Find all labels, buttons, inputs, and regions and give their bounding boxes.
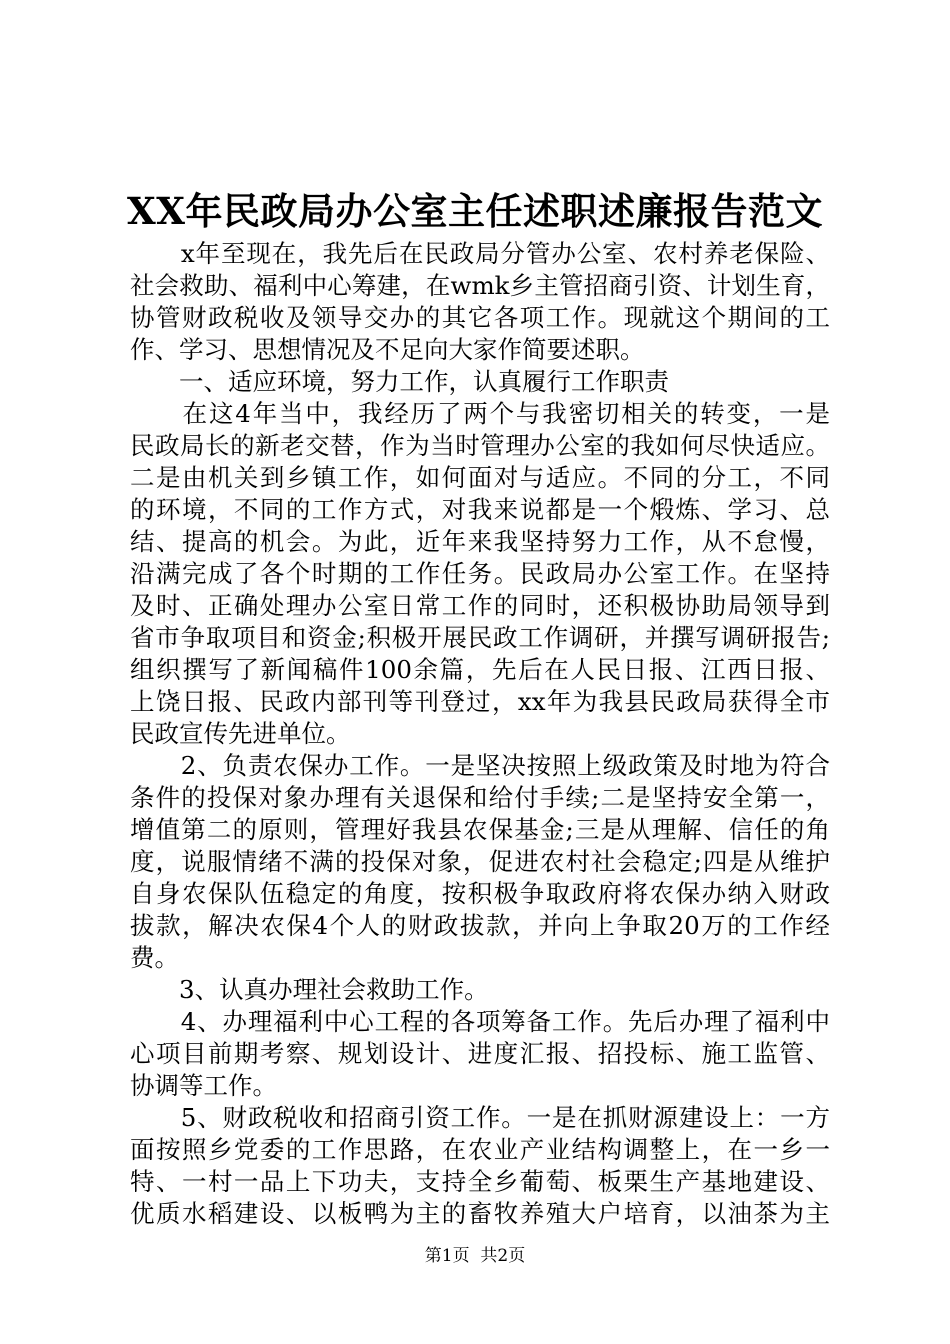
- body-line: 结、提高的机会。为此，近年来我坚持努力工作，从不怠慢，: [130, 527, 830, 556]
- body-line: 二是由机关到乡镇工作，如何面对与适应。不同的分工，不同: [130, 463, 830, 492]
- body-line: 的环境，不同的工作方式，对我来说都是一个煅炼、学习、总: [130, 495, 830, 524]
- document-body: [130, 238, 830, 1230]
- body-line: 条件的投保对象办理有关退保和给付手续;二是坚持安全第一，: [130, 783, 830, 812]
- body-line: 优质水稻建设、以板鸭为主的畜牧养殖大户培育，以油茶为主: [130, 1199, 830, 1228]
- page-indicator: 第1页 共2页: [424, 1246, 526, 1266]
- body-line: 增值第二的原则，管理好我县农保基金;三是从理解、信任的角: [130, 815, 830, 844]
- body-line: 心项目前期考察、规划设计、进度汇报、招投标、施工监管、: [130, 1039, 830, 1068]
- body-line: 5、财政税收和招商引资工作。一是在抓财源建设上：一方: [130, 1103, 830, 1132]
- body-line: 作、学习、思想情况及不足向大家作简要述职。: [130, 335, 645, 364]
- body-line: 2、负责农保办工作。一是坚决按照上级政策及时地为符合: [130, 751, 830, 780]
- body-line: 一、适应环境，努力工作，认真履行工作职责: [130, 367, 669, 396]
- body-line: 及时、正确处理办公室日常工作的同时，还积极协助局领导到: [130, 591, 830, 620]
- body-line: 组织撰写了新闻稿件100余篇，先后在人民日报、江西日报、: [130, 655, 830, 684]
- body-line: 面按照乡党委的工作思路，在农业产业结构调整上，在一乡一: [130, 1135, 830, 1164]
- document-title: XX年民政局办公室主任述职述廉报告范文: [127, 189, 823, 233]
- body-line: 社会救助、福利中心筹建，在wmk乡主管招商引资、计划生育，: [130, 271, 830, 300]
- body-line: 在这4年当中，我经历了两个与我密切相关的转变，一是: [130, 399, 830, 428]
- body-line: 度，说服情绪不满的投保对象，促进农村社会稳定;四是从维护: [130, 847, 830, 876]
- body-line: 3、认真办理社会救助工作。: [130, 975, 489, 1004]
- body-line: 费。: [130, 943, 179, 972]
- body-line: 特、一村一品上下功夫，支持全乡葡萄、板栗生产基地建设、: [130, 1167, 830, 1196]
- body-line: 上饶日报、民政内部刊等刊登过，xx年为我县民政局获得全市: [130, 687, 830, 716]
- body-line: 4、办理福利中心工程的各项筹备工作。先后办理了福利中: [130, 1007, 830, 1036]
- body-line: x年至现在，我先后在民政局分管办公室、农村养老保险、: [130, 239, 830, 268]
- body-line: 自身农保队伍稳定的角度，按积极争取政府将农保办纳入财政: [130, 879, 830, 908]
- body-line: 协调等工作。: [130, 1071, 277, 1100]
- body-line: 省市争取项目和资金;积极开展民政工作调研，并撰写调研报告;: [130, 623, 830, 652]
- body-line: 协管财政税收及领导交办的其它各项工作。现就这个期间的工: [130, 303, 830, 332]
- body-line: 民政宣传先进单位。: [130, 719, 351, 748]
- body-line: 民政局长的新老交替，作为当时管理办公室的我如何尽快适应。: [130, 431, 830, 460]
- body-line: 拔款，解决农保4个人的财政拔款，并向上争取20万的工作经: [130, 911, 830, 940]
- body-line: 沿满完成了各个时期的工作任务。民政局办公室工作。在坚持: [130, 559, 830, 588]
